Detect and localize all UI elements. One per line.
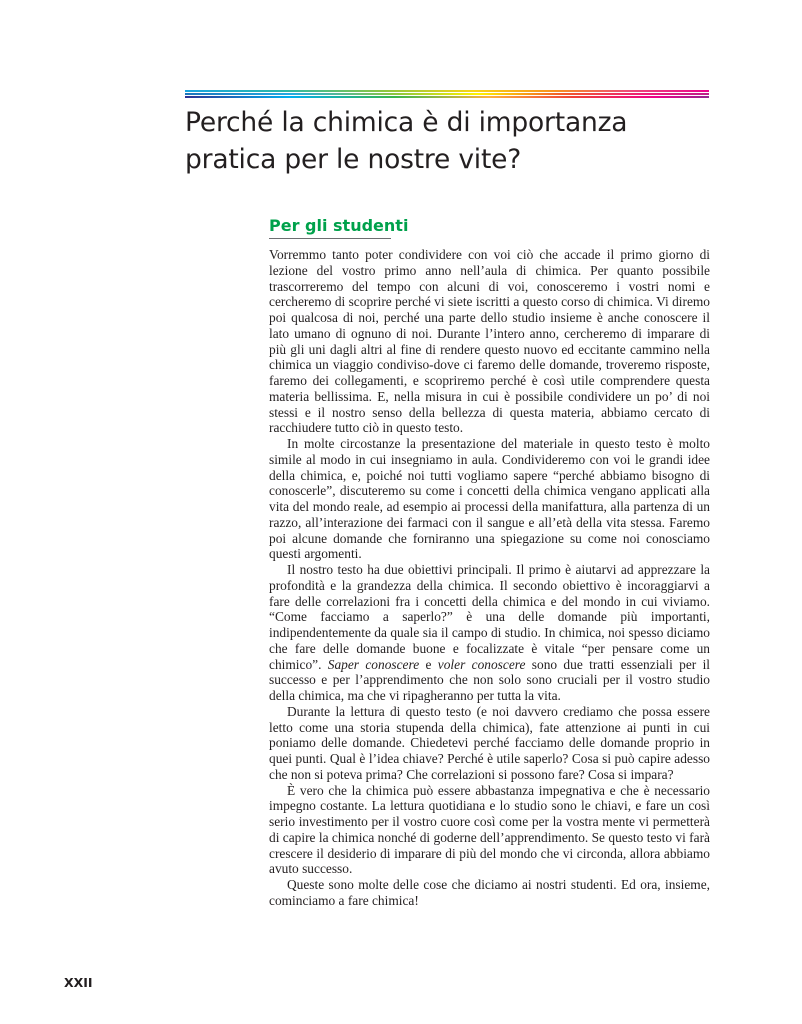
page-number: XXII [64,975,93,990]
paragraph: In molte circostanze la presentazione del materiale in questo testo è molto simile al modo in cui insegniamo in aula. Condivideremo con voi le grandi idee della chimica, e, poiché noi tutti vogliamo sapere “perché abbiamo bisogno di conoscerle”, discuteremo su come i concetti della chimica vengano applicati alla vita del mondo reale, ad esempio ai processi della manifattura, alla partenza di un razzo, all’interazione dei farmaci con il sangue e all’età della vita stessa. Faremo poi alcune domande che forniranno una spiegazione su come noi conosciamo questi argomenti. [269,436,710,562]
emphasis-voler-conoscere: voler conoscere [437,656,526,672]
paragraph: Vorremmo tanto poter condividere con voi ciò che accade il primo giorno di lezione del vostro primo anno nell’aula di chimica. Per quanto possibile trascorreremo del tempo con alcuni di voi, conosceremo i vostri nomi e cercheremo di scoprire perché vi siete iscritti a questo corso di chimica. Vi diremo poi qualcosa di noi, perché una parte dello studio insieme è anche conoscere il lato umano di ognuno di noi. Durante l’intero anno, cercheremo di imparare di più gli uni dagli altri al fine di rendere questo nuovo ed eccitante cammino nella chimica un viaggio condiviso-dove ci faremo delle domande, troveremo risposte, faremo dei collegamenti, e scopriremo perché è così utile comprendere questa materia bellissima. E, nella misura in cui è possibile condividere un po’ di noi stessi e il nostro senso della bellezza di questa materia, abbiamo cercato di racchiudere tutto ciò in questo testo. [269,247,710,436]
body-text [269,247,710,909]
paragraph: Queste sono molte delle cose che diciamo ai nostri studenti. Ed ora, insieme, cominciamo a fare chimica! [269,877,710,908]
section-underline [269,238,391,239]
rainbow-header-rule [185,90,709,99]
paragraph: Il nostro testo ha due obiettivi principali. Il primo è aiutarvi ad apprezzare la profondità e la grandezza della chimica. Il secondo obiettivo è incoraggiarvi a fare delle correlazioni fra i concetti della chimica e del mondo in cui viviamo. “Come facciamo a saperlo?” è una delle domande più importanti, indipendentemente da quale sia il campo di studio. In chimica, noi spesso diciamo che fare delle domande buone e focalizzate è vitale “per pensare come un chimico”. Saper conoscere e voler conoscere sono due tratti essenziali per il successo e per l’apprendimento che non solo sono cruciali per il vostro studio della chimica, ma che vi ripagheranno per tutta la vita. [269,562,711,703]
emphasis-saper-conoscere: Saper conoscere [327,656,420,672]
section-title: Per gli studenti [269,216,409,235]
paragraph: È vero che la chimica può essere abbastanza impegnativa e che è necessario impegno costante. La lettura quotidiana e lo studio sono le chiavi, e fare un così serio investimento per il vostro cuore così come per la vostra mente vi permetterà di capire la chimica nonché di goderne dell’apprendimento. Se questo testo vi farà crescere il desiderio di imparare di più del mondo che vi circonda, allora abbiamo avuto successo. [269,782,710,877]
paragraph: Durante la lettura di questo testo (e noi davvero crediamo che possa essere letto come una storia stupenda della chimica), fate attenzione ai punti in cui poniamo delle domande. Chiedetevi perché facciamo delle domande proprio in quei punti. Qual è l’idea chiave? Perché è utile saperlo? Cosa si può capire adesso che non si poteva prima? Che correlazioni si possono fare? Cosa si impara? [269,703,710,782]
page-title: Perché la chimica è di importanza pratica per le nostre vite? [185,107,628,175]
